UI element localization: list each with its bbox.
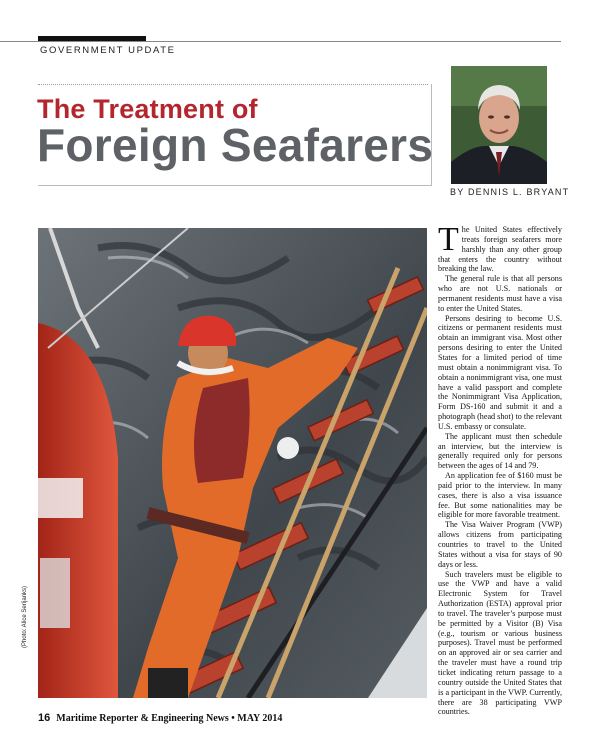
publication-info: Maritime Reporter & Engineering News • MAY 2014: [56, 713, 283, 724]
title-line-1: The Treatment of: [37, 94, 258, 124]
section-label: GOVERNMENT UPDATE: [40, 45, 176, 56]
title-line-2: Foreign Seafarers: [37, 119, 434, 171]
article-paragraph: The applicant must then schedule an interview, but the interview is generally required only for persons between the ages of 14 and 79.: [438, 431, 562, 471]
drop-cap: T: [438, 221, 459, 258]
author-portrait: [451, 66, 547, 184]
article-body: [438, 221, 562, 717]
article-paragraph-text: he United States effectively treats foreign seafarers more harshly than any other group that enters the country without breaking the law.: [438, 225, 562, 274]
article-paragraph: The Visa Waiver Program (VWP) allows citizens from participating countries to travel to the United States without a visa for stays of 90 days or less.: [438, 520, 562, 569]
article-paragraph: The general rule is that all persons who are not U.S. nationals or permanent residents must have a visa to enter the United States.: [438, 274, 562, 313]
article-paragraph: Such travelers must be eligible to use the VWP and have a valid Electronic System for Travel Authorization (ESTA) approval prior to travel. The traveler’s purpose must be permitted by a Visitor (B) Visa (e.g., tourism or various business purposes). Travel must be performed on an approved air or sea carrier and the traveler must have a round trip ticket indicating return passage to a country outside the United States that is a participant in the VWP. Currently, there are 38 participating VWP countries.: [438, 569, 562, 717]
page-footer: [38, 712, 282, 724]
header-rule-line: [0, 41, 561, 42]
byline: BY DENNIS L. BRYANT: [450, 187, 570, 197]
page-number: 16: [38, 712, 51, 724]
seafarer-on-ladder-image: [38, 228, 427, 698]
article-paragraph: An application fee of $160 must be paid prior to the interview. In many cases, there is also a visa issuance fee. But some nationalities may be eligible for more favorable treatment.: [438, 471, 562, 520]
author-portrait-image: [451, 66, 547, 184]
article-paragraph: Persons desiring to become U.S. citizens or permanent residents must obtain an immigrant visa. Most other persons desiring to enter the United States for a limited period of time must obtain a nonimmigrant visa. To obtain a nonimmigrant visa, one must have a valid passport and complete the Nonimmigrant Visa Application, Form DS-160 and submit it and a photograph (head shot) to the relevant U.S. embassy or consulate.: [438, 313, 562, 431]
article-paragraph: [438, 221, 562, 274]
seafarer-photo: [38, 228, 427, 698]
photo-credit: (Photo: Alice Serijanks): [22, 585, 28, 648]
